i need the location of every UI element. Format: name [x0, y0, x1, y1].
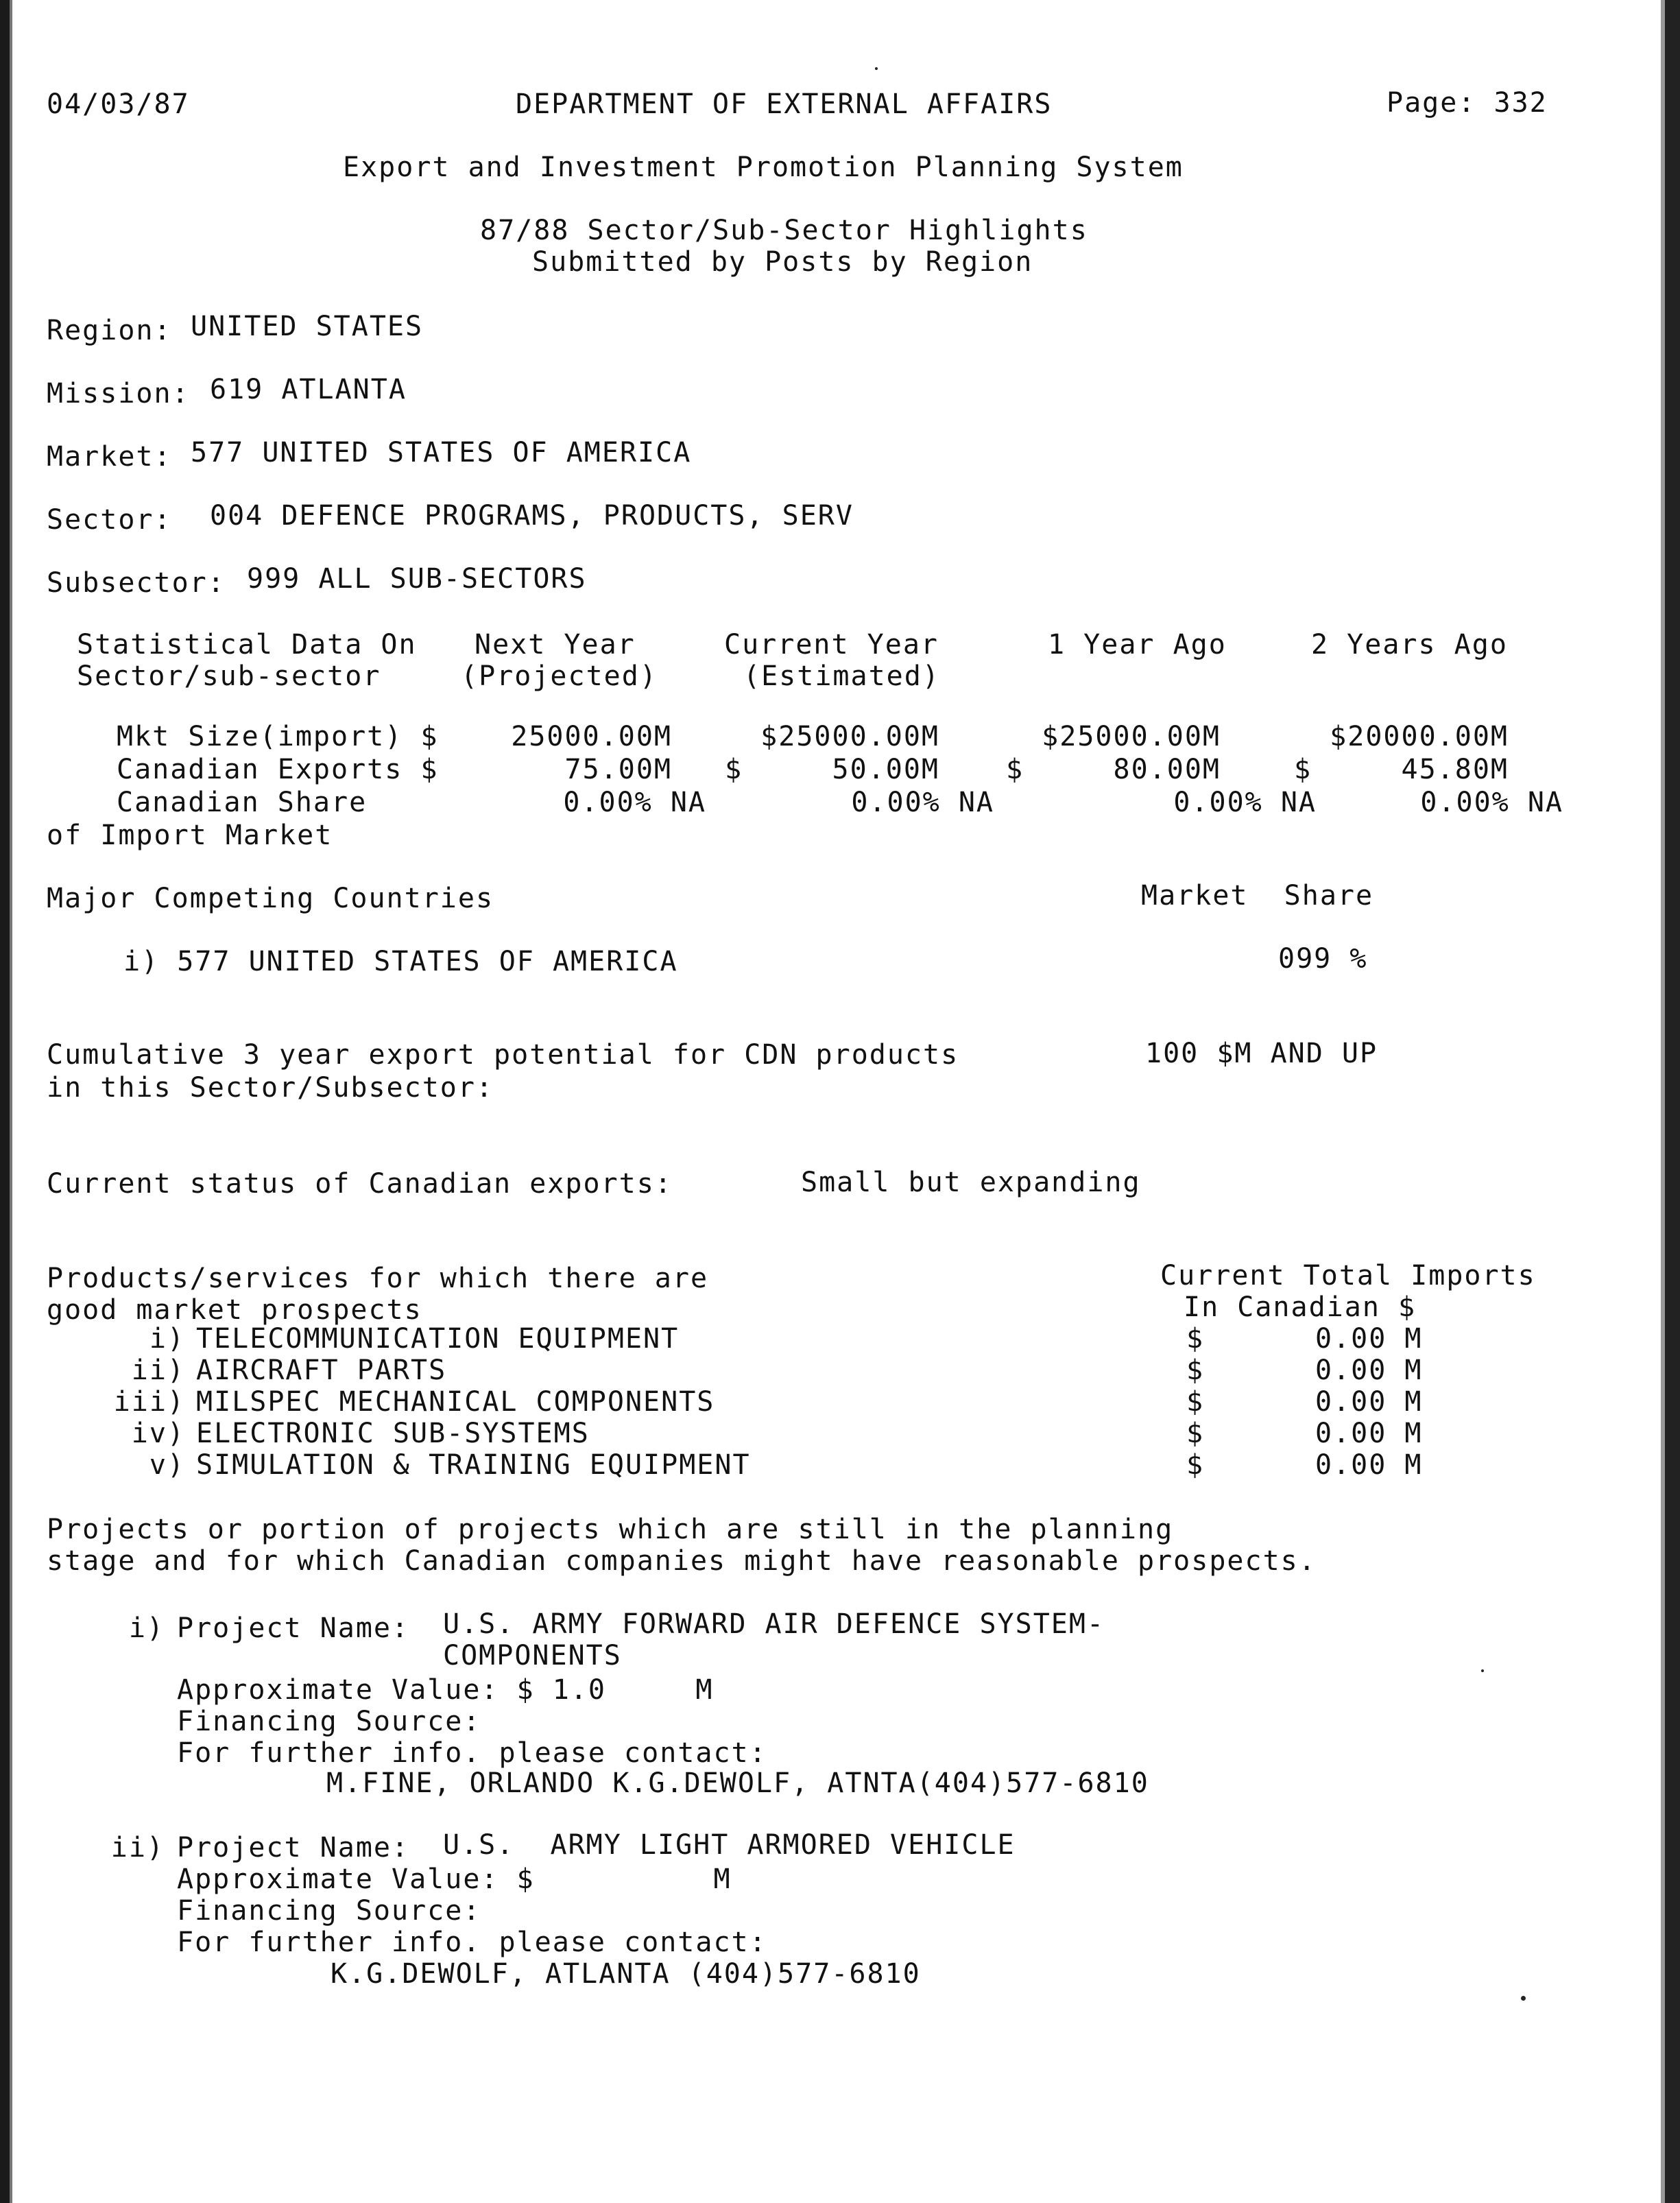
- contact-label: For further info. please contact:: [177, 1737, 767, 1769]
- stats-col-current-year: Current Year: [724, 629, 939, 660]
- project-number: i): [128, 1612, 165, 1644]
- competing-title: Major Competing Countries: [47, 883, 494, 914]
- mission-value: 619 ATLANTA: [210, 374, 407, 405]
- projects-intro-2: stage and for which Canadian companies might have reasonable prospects.: [47, 1545, 1317, 1577]
- row-value-next-year: 25000.00M: [511, 721, 672, 752]
- financing-source-label: Financing Source:: [177, 1706, 481, 1737]
- project-name-continued: COMPONENTS: [443, 1640, 622, 1671]
- system-name: Export and Investment Promotion Planning System: [343, 152, 1184, 183]
- scan-edge-left: [0, 0, 10, 2203]
- project-name: U.S. ARMY FORWARD AIR DEFENCE SYSTEM-: [443, 1608, 1105, 1640]
- potential-label-1: Cumulative 3 year export potential for CDN products: [47, 1039, 959, 1071]
- product-currency: $: [1186, 1355, 1205, 1386]
- stats-col-1-year-ago: 1 Year Ago: [1048, 629, 1227, 660]
- product-number: ii): [131, 1355, 185, 1386]
- region-label: Region:: [47, 315, 172, 346]
- status-value: Small but expanding: [801, 1167, 1141, 1198]
- scan-speck: [875, 67, 878, 70]
- products-title-2: good market prospects: [47, 1294, 422, 1326]
- market-label: Market:: [47, 441, 172, 473]
- product-import-value: 0.00 M: [1315, 1418, 1423, 1449]
- product-name: ELECTRONIC SUB-SYSTEMS: [196, 1418, 590, 1449]
- subsector-label: Subsector:: [47, 567, 226, 599]
- approximate-value: Approximate Value: $ 1.0 M: [177, 1674, 714, 1706]
- scan-edge-right-shadow: [1661, 0, 1665, 2203]
- market-value: 577 UNITED STATES OF AMERICA: [191, 437, 692, 468]
- report-date: 04/03/87: [47, 88, 190, 120]
- product-name: MILSPEC MECHANICAL COMPONENTS: [196, 1386, 715, 1418]
- row-value-1-year-ago: $ 80.00M: [1006, 754, 1221, 785]
- product-number: iv): [131, 1418, 185, 1449]
- mission-label: Mission:: [47, 378, 190, 409]
- scan-edge-right: [1665, 0, 1680, 2203]
- projects-intro-1: Projects or portion of projects which are still in the planning: [47, 1514, 1174, 1545]
- status-label: Current status of Canadian exports:: [47, 1168, 673, 1200]
- product-number: v): [149, 1449, 185, 1481]
- report-title: 87/88 Sector/Sub-Sector Highlights: [480, 215, 1088, 246]
- market-share-header: Market Share: [1141, 880, 1374, 912]
- financing-source-label: Financing Source:: [177, 1895, 481, 1927]
- competitor-name: i) 577 UNITED STATES OF AMERICA: [123, 946, 678, 977]
- contact-label: For further info. please contact:: [177, 1927, 767, 1958]
- imports-header-2: In Canadian $: [1184, 1291, 1417, 1323]
- potential-value: 100 $M AND UP: [1145, 1038, 1378, 1069]
- row-value-2-years-ago: $20000.00M: [1330, 721, 1509, 752]
- product-number: iii): [113, 1386, 185, 1418]
- row-value-1-year-ago: 0.00% NA: [1173, 787, 1317, 818]
- product-currency: $: [1186, 1386, 1205, 1418]
- scan-speck: [1481, 1669, 1484, 1672]
- report-subtitle: Submitted by Posts by Region: [532, 246, 1033, 278]
- potential-label-2: in this Sector/Subsector:: [47, 1072, 494, 1104]
- product-name: AIRCRAFT PARTS: [196, 1355, 447, 1386]
- product-currency: $: [1186, 1418, 1205, 1449]
- sector-value: 004 DEFENCE PROGRAMS, PRODUCTS, SERV: [210, 500, 854, 532]
- product-currency: $: [1186, 1449, 1205, 1481]
- row-label: Canadian Exports $: [117, 754, 439, 785]
- scan-edge-left-shadow: [10, 0, 12, 2203]
- row-value-2-years-ago: 0.00% NA: [1420, 787, 1563, 818]
- imports-header-1: Current Total Imports: [1160, 1260, 1536, 1291]
- row-label-continued: of Import Market: [47, 820, 333, 851]
- stats-col-2-years-ago: 2 Years Ago: [1311, 629, 1508, 660]
- product-import-value: 0.00 M: [1315, 1386, 1423, 1418]
- product-import-value: 0.00 M: [1315, 1323, 1423, 1355]
- stats-col-estimated: (Estimated): [743, 660, 940, 692]
- row-value-next-year: 75.00M: [564, 754, 672, 785]
- sector-label: Sector:: [47, 504, 172, 536]
- row-label: Canadian Share: [117, 787, 368, 818]
- stats-col-projected: (Projected): [461, 660, 658, 692]
- row-value-current-year: $ 50.00M: [725, 754, 939, 785]
- product-name: SIMULATION & TRAINING EQUIPMENT: [196, 1449, 751, 1481]
- department-name: DEPARTMENT OF EXTERNAL AFFAIRS: [516, 88, 1053, 120]
- products-title-1: Products/services for which there are: [47, 1263, 709, 1294]
- project-name-label: Project Name:: [177, 1612, 410, 1644]
- contact-info: K.G.DEWOLF, ATLANTA (404)577-6810: [331, 1958, 921, 1990]
- stats-head-left-1: Statistical Data On: [77, 629, 417, 660]
- row-label: Mkt Size(import) $: [117, 721, 439, 752]
- row-value-current-year: $25000.00M: [760, 721, 939, 752]
- row-value-1-year-ago: $25000.00M: [1042, 721, 1221, 752]
- stats-col-next-year: Next Year: [475, 629, 636, 660]
- product-number: i): [149, 1323, 185, 1355]
- stats-head-left-2: Sector/sub-sector: [77, 660, 381, 692]
- product-name: TELECOMMUNICATION EQUIPMENT: [196, 1323, 680, 1355]
- product-currency: $: [1186, 1323, 1205, 1355]
- project-name: U.S. ARMY LIGHT ARMORED VEHICLE: [443, 1829, 1016, 1861]
- product-import-value: 0.00 M: [1315, 1449, 1423, 1481]
- row-value-next-year: 0.00% NA: [563, 787, 706, 818]
- project-name-label: Project Name:: [177, 1832, 410, 1863]
- product-import-value: 0.00 M: [1315, 1355, 1423, 1386]
- approximate-value: Approximate Value: $ M: [177, 1863, 732, 1895]
- competitor-share: 099 %: [1278, 943, 1368, 975]
- row-value-current-year: 0.00% NA: [851, 787, 994, 818]
- page-number: Page: 332: [1387, 87, 1548, 119]
- contact-info: M.FINE, ORLANDO K.G.DEWOLF, ATNTA(404)577-6810: [326, 1767, 1149, 1799]
- project-number: ii): [110, 1832, 165, 1863]
- subsector-value: 999 ALL SUB-SECTORS: [247, 563, 587, 595]
- region-value: UNITED STATES: [191, 311, 424, 342]
- scan-speck: [1521, 1996, 1526, 2001]
- row-value-2-years-ago: $ 45.80M: [1294, 754, 1509, 785]
